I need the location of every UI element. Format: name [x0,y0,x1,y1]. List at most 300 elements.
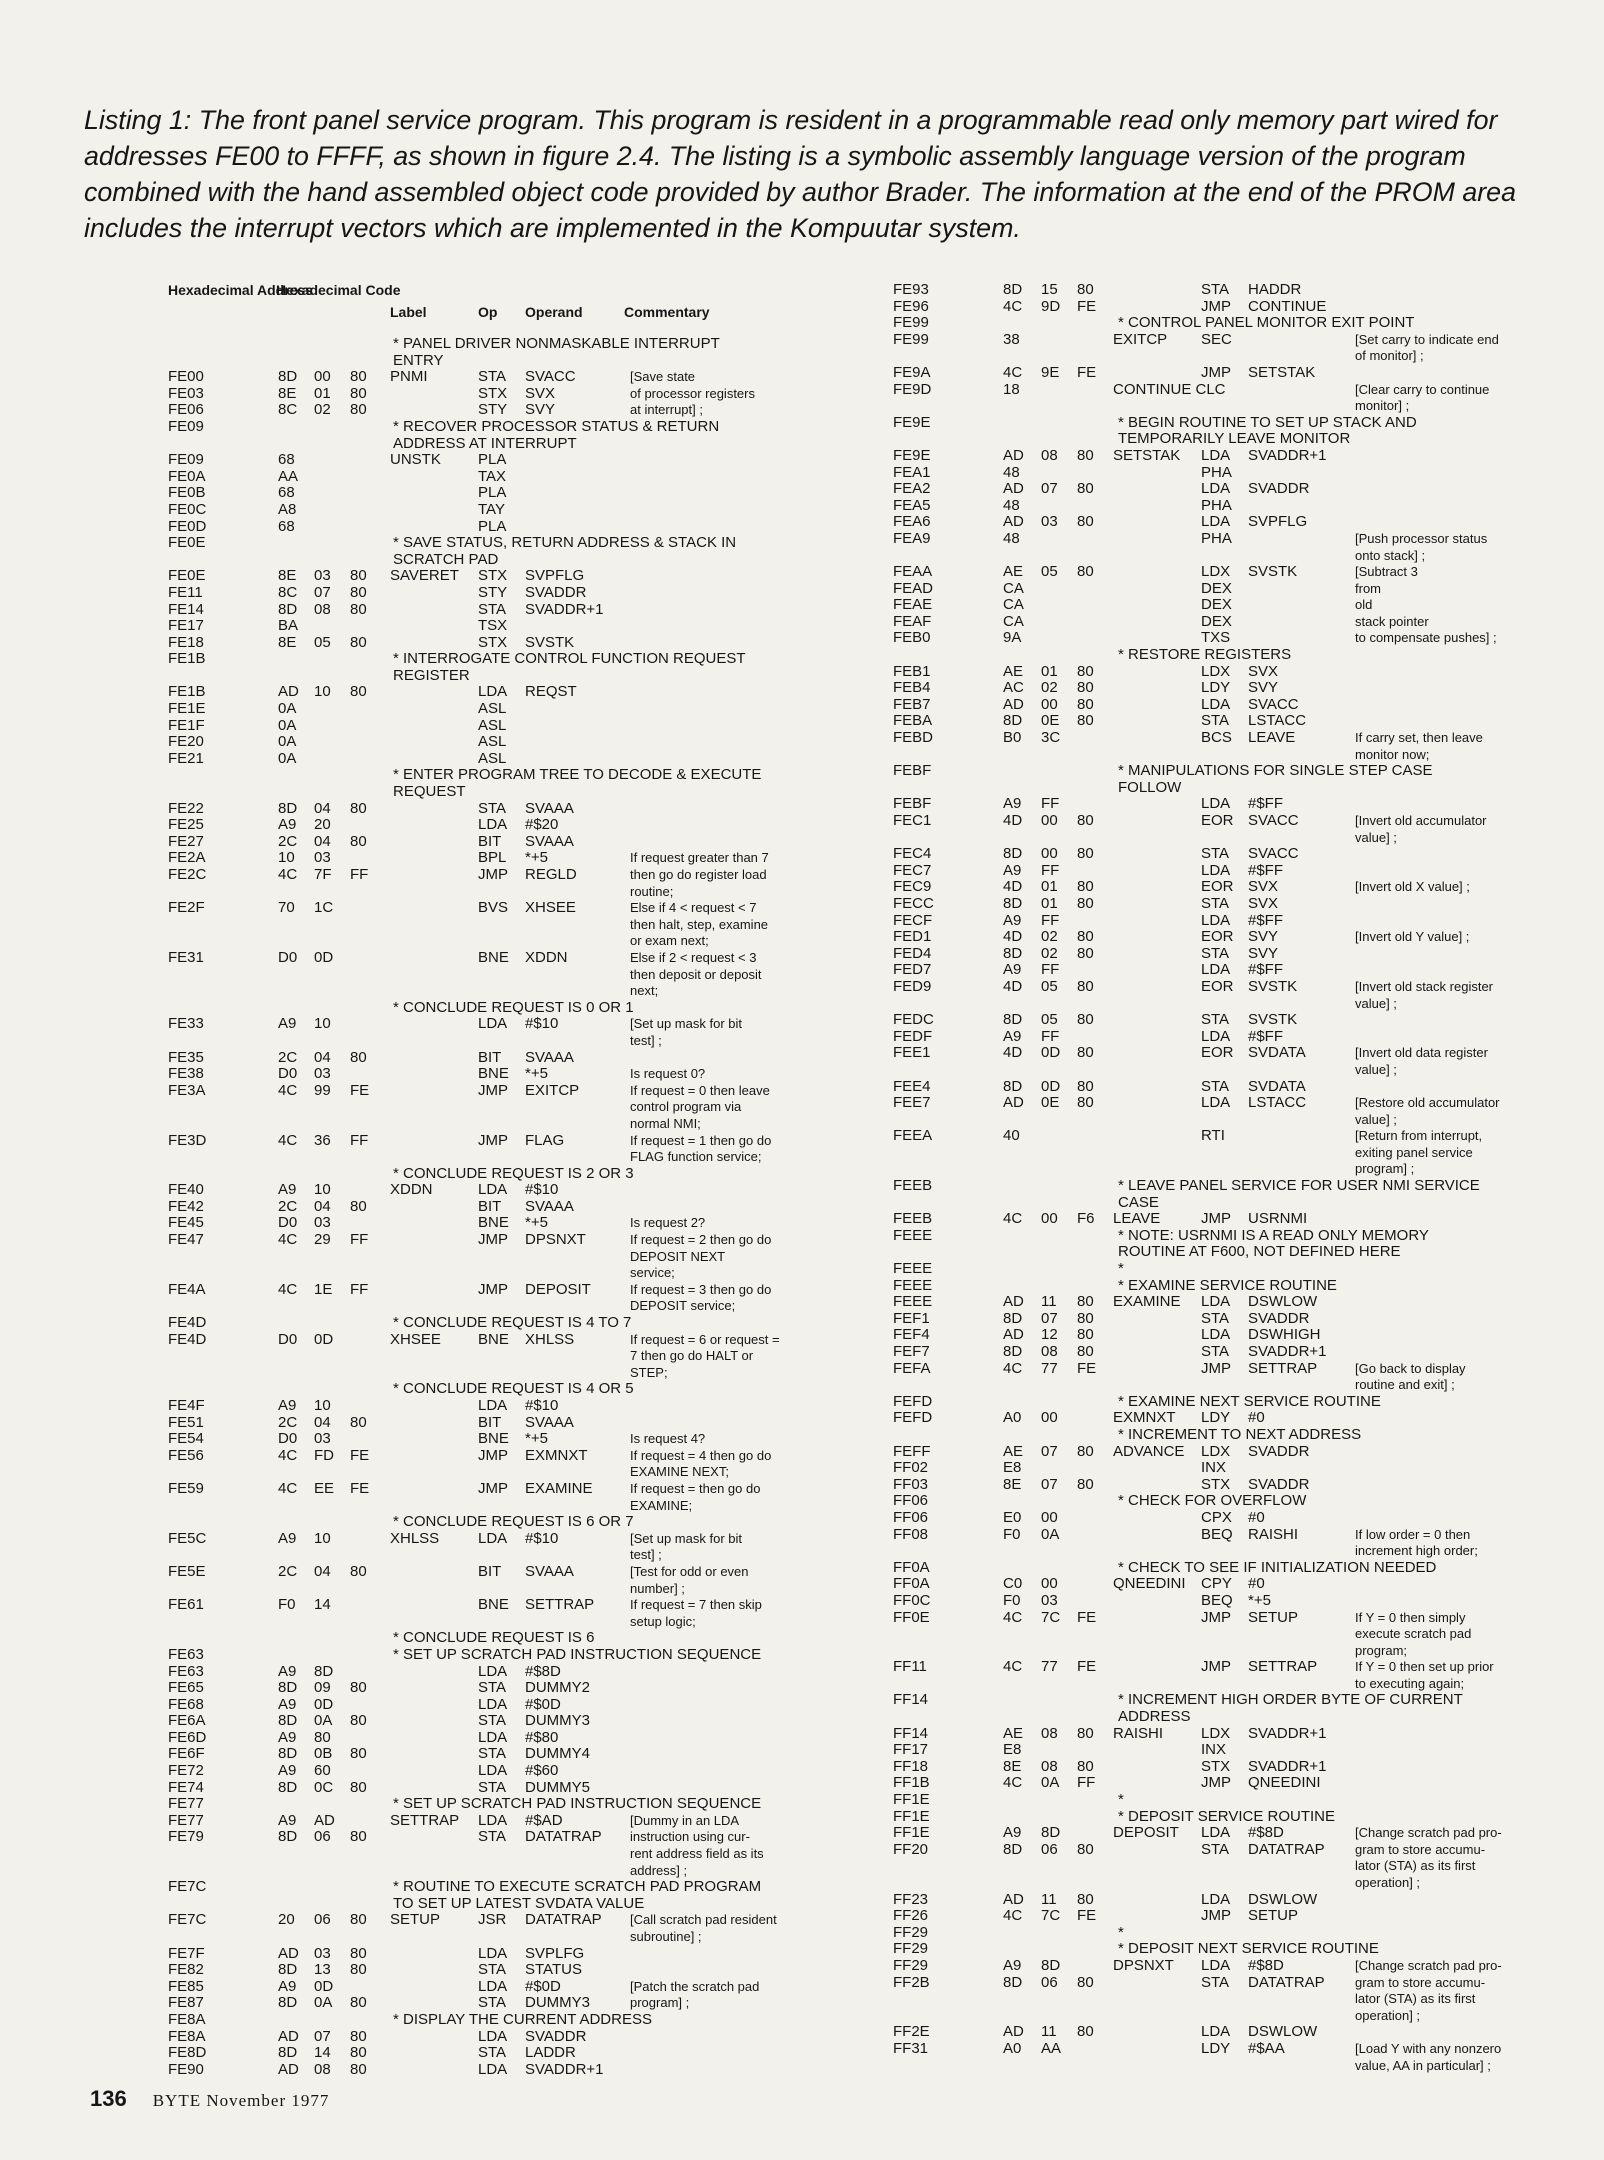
operand: SVY [1248,679,1279,697]
code-byte: 8D [278,1994,298,2012]
opcode: STA [478,799,507,817]
code-byte: 00 [1041,845,1058,863]
code-byte: FF [350,866,369,883]
listing-line [893,813,1553,830]
code-byte: 80 [350,368,367,386]
hex-address: FE3D [168,1131,207,1149]
code-byte: 2C [278,1562,298,1580]
opcode: STA [1201,845,1230,863]
code-byte: 04 [314,1197,331,1215]
commentary: STEP; [630,1364,668,1380]
opcode: LDA [1201,961,1231,979]
hex-address: FED4 [893,944,932,962]
hex-address: FEEB [893,1210,933,1228]
comment-line: * RECOVER PROCESSOR STATUS & RETURN [393,417,720,435]
listing-line [893,1560,1553,1577]
code-byte: 80 [1077,563,1094,581]
opcode: BNE [478,1430,509,1448]
listing-line [168,1597,888,1614]
listing-line [168,1016,888,1033]
hex-address: FED7 [893,961,932,979]
opcode: ASL [478,716,507,734]
code-byte: A9 [278,1728,297,1746]
hex-address: FEBA [893,712,933,730]
code-byte: AD [1003,695,1024,713]
code-byte: 80 [350,1197,367,1215]
operand: *+5 [525,1430,548,1448]
listing-line [893,498,1553,515]
operand: SETUP [1248,1907,1299,1925]
listing-line [893,1294,1553,1311]
listing-column-left [168,282,888,2078]
hex-address: FEEE [893,1226,933,1244]
hex-address: FE8D [168,2044,207,2062]
listing-line [893,763,1553,780]
opcode: BEQ [1201,1591,1233,1609]
operand: *+5 [525,849,548,867]
listing-line [168,552,888,569]
code-byte: 70 [278,899,295,917]
opcode: BNE [478,1065,509,1083]
operand: *+5 [1248,1591,1271,1609]
code-byte: 08 [1041,1757,1058,1775]
listing-line [168,1630,888,1647]
opcode: LDA [478,1529,508,1547]
commentary: [Dummy in an LDA [630,1812,740,1828]
code-byte: A9 [1003,1824,1022,1842]
code-byte: 0A [278,716,297,734]
code-byte: A9 [278,1977,297,1995]
hex-address: FE59 [168,1479,204,1497]
opcode: TAY [478,500,505,518]
hex-address: FE54 [168,1430,204,1448]
operand: SVACC [1248,812,1299,829]
listing-line [893,962,1553,979]
listing-line [168,1863,888,1880]
code-byte: 00 [1041,1210,1058,1228]
code-byte: 8D [278,1828,298,1846]
listing-line [893,996,1553,1013]
operand: #$10 [525,1181,559,1199]
listing-line [893,630,1553,647]
label: DEPOSIT [1113,1824,1179,1842]
listing-line [893,1361,1553,1378]
opcode: EOR [1201,812,1234,829]
opcode: LDA [1201,1824,1231,1842]
code-byte: 8D [1003,944,1023,962]
opcode: STA [478,1778,507,1796]
commentary: [Set carry to indicate end [1355,331,1499,347]
operand: CONTINUE [1248,297,1327,315]
label: XDDN [390,1181,433,1199]
hex-address: FE00 [168,368,204,386]
code-byte: 03 [314,1430,331,1448]
code-byte: 8E [278,567,297,585]
listing-line [168,1498,888,1515]
code-byte: 80 [1077,944,1094,962]
code-byte: 80 [1077,695,1094,713]
commentary: program] ; [1355,1161,1415,1177]
label: SETUP [390,1911,441,1929]
hex-address: FE4A [168,1280,206,1298]
code-byte: A9 [1003,1027,1022,1045]
opcode: STA [478,1994,507,2012]
listing-line [893,863,1553,880]
listing-line [168,1730,888,1747]
hex-address: FE65 [168,1679,204,1697]
listing-line [893,1975,1553,1992]
code-byte: 8D [1003,1011,1023,1029]
listing-line [168,1315,888,1332]
code-byte: 05 [1041,977,1058,995]
operand: #$8D [1248,1956,1284,1974]
listing-line [893,2041,1553,2058]
code-byte: 4C [278,1280,298,1298]
hex-address: FF02 [893,1459,929,1477]
commentary: normal NMI; [630,1115,701,1131]
code-byte: AE [1003,563,1024,581]
code-byte: CA [1003,596,1024,614]
commentary: Is request 2? [630,1215,706,1231]
code-byte: 08 [1041,446,1058,464]
hex-address: FE0D [168,517,207,535]
opcode: PHA [1201,496,1232,514]
code-byte: AA [278,467,299,485]
hex-address: FEF4 [893,1326,930,1344]
listing-line [168,1946,888,1963]
opcode: JMP [478,1280,508,1298]
operand: XHSEE [525,899,576,917]
operand: SVX [1248,894,1279,912]
listing-line [893,1709,1553,1726]
hex-address: FE4F [168,1397,205,1414]
listing-line [893,564,1553,581]
code-byte: A9 [278,1181,297,1199]
code-byte: 80 [1077,878,1094,896]
opcode: JMP [478,1479,508,1497]
listing-line [168,1000,888,1017]
commentary: Is request 0? [630,1066,706,1082]
code-byte: 2C [278,1413,298,1431]
comment-line: ADDRESS [1118,1708,1191,1726]
code-byte: 38 [1003,330,1020,348]
commentary: service; [630,1265,675,1281]
label: EXMNXT [1113,1409,1176,1427]
code-byte: AC [1003,679,1024,697]
listing-line [893,697,1553,714]
listing-line [168,1780,888,1797]
hex-address: FF29 [893,1923,929,1941]
listing-line [893,415,1553,432]
opcode: DEX [1201,579,1232,597]
commentary: [Load Y with any nonzero [1355,2040,1502,2056]
listing-line [168,900,888,917]
hex-address: FEEE [893,1260,933,1278]
code-byte: 04 [314,832,331,850]
hex-address: FE79 [168,1828,204,1846]
opcode: BNE [478,1214,509,1232]
code-byte: 80 [1077,1840,1094,1858]
comment-line: ADDRESS AT INTERRUPT [393,434,577,452]
commentary: setup logic; [630,1613,696,1629]
code-byte: AD [278,683,299,701]
opcode: INX [1201,1459,1227,1477]
code-byte: 08 [1041,1343,1058,1360]
code-byte: AD [1003,1094,1024,1112]
listing-line [168,1813,888,1830]
operand: *+5 [525,1214,548,1232]
code-byte: 77 [1041,1658,1058,1676]
opcode: STA [1201,1840,1230,1858]
listing-line [168,1232,888,1249]
code-byte: AD [1003,1890,1024,1908]
operand: DSWLOW [1248,2023,1318,2041]
code-byte: FF [1041,1027,1060,1045]
listing-line [893,830,1553,847]
code-byte: 0A [278,700,297,718]
operand: REGLD [525,866,577,883]
label: SETTRAP [390,1811,460,1829]
operand: LADDR [525,2044,576,2062]
opcode: STA [1201,1077,1230,1095]
listing-line [168,602,888,619]
listing-line [893,1991,1553,2008]
listing-line [168,1182,888,1199]
opcode: BNE [478,1330,509,1348]
label: CONTINUE CLC [1113,380,1226,398]
comment-line: * [1118,1923,1124,1941]
opcode: STY [478,401,508,419]
listing-line [168,1365,888,1382]
code-byte: 8E [1003,1475,1022,1493]
code-byte: 4D [1003,1044,1023,1062]
code-byte: 0A [314,1994,333,2012]
commentary: stack pointer [1355,613,1429,629]
listing-line [168,718,888,735]
code-byte: 80 [350,1745,367,1763]
code-byte: 4C [278,1131,298,1149]
hex-address: FE42 [168,1197,204,1215]
commentary: If Y = 0 then set up prior [1355,1659,1494,1675]
code-byte: D0 [278,1430,298,1448]
listing-line [893,1527,1553,1544]
operand: SVACC [525,368,576,386]
code-byte: A9 [278,816,297,834]
opcode: DEX [1201,612,1232,630]
listing-line [893,1510,1553,1527]
hex-address: FE33 [168,1015,204,1033]
label: RAISHI [1113,1724,1164,1742]
comment-line: * [1118,1791,1124,1809]
hex-address: FF06 [893,1508,929,1526]
hex-address: FE0E [168,567,206,585]
opcode: LDX [1201,563,1231,581]
commentary: value] ; [1355,1061,1397,1077]
commentary: If request = 2 then go do [630,1232,772,1248]
listing-line [168,1829,888,1846]
commentary: value] ; [1355,1111,1397,1127]
operand: DUMMY4 [525,1745,591,1763]
code-byte: 80 [1077,812,1094,829]
hex-address: FE2C [168,866,207,883]
hex-address: FF0A [893,1558,930,1576]
listing-line [893,431,1553,448]
listing-line [893,1593,1553,1610]
commentary: Else if 4 < request < 7 [630,900,757,916]
listing-line [893,1775,1553,1792]
listing-line [893,282,1553,299]
listing-line [893,1759,1553,1776]
operand: SVSTK [1248,563,1298,581]
opcode: JMP [478,1081,508,1099]
listing-line [168,386,888,403]
hex-address: FEE4 [893,1077,931,1095]
listing-line [893,1842,1553,1859]
listing-line [893,1925,1553,1942]
operand: SETTRAP [525,1596,595,1614]
operand: XHLSS [525,1330,575,1348]
operand: SVAAA [525,1562,574,1580]
code-byte: 48 [1003,463,1020,481]
operand: DSWLOW [1248,1293,1318,1311]
operand: SVADDR [1248,1309,1310,1327]
operand: SVADDR [1248,1442,1310,1460]
code-byte: 07 [1041,1475,1058,1493]
hex-address: FF1E [893,1824,930,1842]
commentary: [Patch the scratch pad [630,1978,760,1994]
hex-address: FE06 [168,401,204,419]
hex-address: FF18 [893,1757,929,1775]
commentary: of processor registers [630,385,755,401]
code-byte: 4D [1003,928,1023,946]
hex-address: FEAD [893,579,934,597]
listing-line [893,1394,1553,1411]
code-byte: 9D [1041,297,1061,315]
operand: SVY [525,401,556,419]
operand: SVAAA [525,1197,574,1215]
opcode: BIT [478,1197,502,1215]
code-byte: 8D [1003,712,1023,730]
hex-address: FE99 [893,330,929,348]
hex-address: FE90 [168,2060,204,2078]
code-byte: C0 [1003,1575,1023,1593]
hex-address: FE63 [168,1662,204,1680]
opcode: STX [478,384,508,402]
listing-line [893,1045,1553,1062]
listing-line [893,581,1553,598]
code-byte: 80 [1077,1890,1094,1908]
code-byte: AD [278,2060,299,2078]
commentary: routine; [630,883,674,899]
operand: #$FF [1248,961,1284,979]
operand: SVADDR+1 [1248,1724,1327,1742]
code-byte: A9 [1003,1956,1022,1974]
code-byte: 8D [278,600,298,618]
operand: #$FF [1248,795,1284,813]
hex-address: FF08 [893,1525,929,1543]
operand: SVY [1248,928,1279,946]
listing-line [168,850,888,867]
hex-address: FEB4 [893,679,931,697]
code-byte: 8D [278,1778,298,1796]
code-byte: FF [1041,961,1060,979]
code-byte: 80 [1077,1326,1094,1344]
listing-line [168,419,888,436]
code-byte: F0 [278,1596,296,1614]
comment-line: * PANEL DRIVER NONMASKABLE INTERRUPT [393,335,720,352]
code-byte: 80 [350,2027,367,2045]
code-byte: 2C [278,832,298,850]
hex-address: FE31 [168,948,204,966]
code-byte: E8 [1003,1741,1022,1759]
operand: SVADDR [1248,480,1310,498]
code-byte: 00 [1041,1409,1058,1427]
operand: #$8D [1248,1824,1284,1842]
listing-lines-left [168,336,888,2078]
listing-line [893,1327,1553,1344]
opcode: LDA [478,1728,508,1746]
listing-line [893,1211,1553,1228]
commentary: If Y = 0 then simply [1355,1609,1466,1625]
commentary: If request = 6 or request = [630,1331,780,1347]
listing-line [168,1398,888,1415]
code-byte: 8D [278,799,298,817]
commentary: [Invert old Y value] ; [1355,929,1470,945]
comment-line: * INTERROGATE CONTROL FUNCTION REQUEST [393,650,746,668]
code-byte: A9 [278,1397,297,1414]
code-byte: 7C [1041,1907,1061,1925]
code-byte: 80 [350,1679,367,1697]
header-op: Op [478,304,498,320]
code-byte: 00 [314,368,331,386]
opcode: STA [478,1961,507,1979]
hex-address: FEA1 [893,463,931,481]
operand: #$60 [525,1762,559,1780]
listing-line [893,1195,1553,1212]
listing-line [893,1427,1553,1444]
hex-address: FEA2 [893,480,931,498]
commentary: [Change scratch pad pro- [1355,1957,1502,1973]
listing-line [893,747,1553,764]
commentary: value] ; [1355,829,1397,845]
commentary: rent address field as its [630,1846,764,1862]
hex-address: FE38 [168,1065,204,1083]
hex-address: FF1E [893,1807,930,1825]
code-byte: 80 [1077,1757,1094,1775]
code-byte: AA [1041,2039,1062,2057]
code-byte: 80 [350,2044,367,2062]
code-byte: 80 [1077,679,1094,697]
code-byte: FE [1077,297,1097,315]
commentary: [Invert old accumulator [1355,813,1487,828]
code-byte: 80 [350,1828,367,1846]
opcode: LDY [1201,679,1231,697]
code-byte: 4D [1003,812,1023,829]
code-byte: FF [1077,1774,1096,1792]
comment-line: * ENTER PROGRAM TREE TO DECODE & EXECUTE [393,766,762,784]
operand: #$FF [1248,861,1284,879]
opcode: JMP [478,866,508,883]
opcode: JMP [1201,1658,1231,1676]
listing-line [168,1066,888,1083]
hex-address: FE74 [168,1778,204,1796]
listing-line [168,452,888,469]
hex-address: FF2B [893,1973,930,1991]
code-byte: AD [278,2027,299,2045]
listing-line [168,1763,888,1780]
listing-line [893,879,1553,896]
listing-line [893,680,1553,697]
